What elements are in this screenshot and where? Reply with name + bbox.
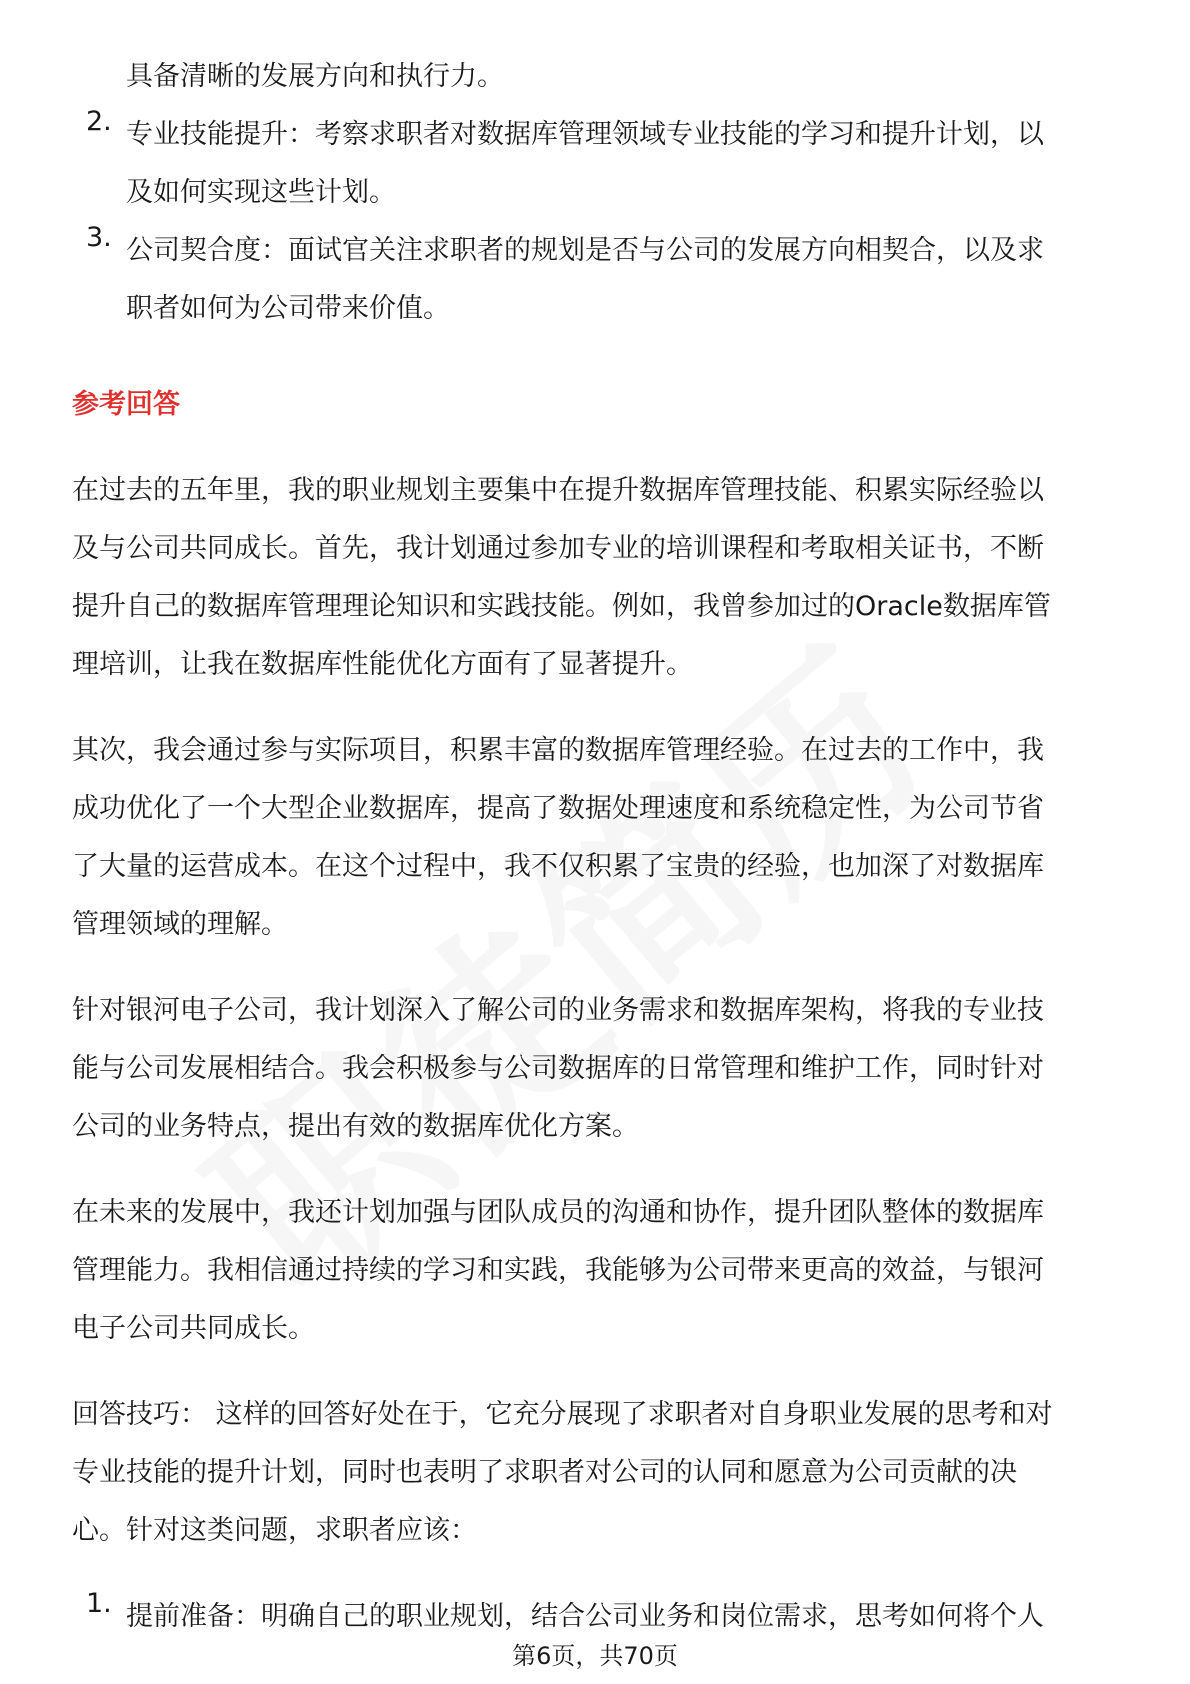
paragraph-line: 专业技能的提升计划，同时也表明了求职者对公司的认同和愿意为公司贡献的决	[72, 1457, 1017, 1488]
paragraph	[72, 462, 1122, 694]
paragraph-line: 理培训，让我在数据库性能优化方面有了显著提升。	[72, 649, 693, 680]
paragraph-line: 管理能力。我相信通过持续的学习和实践，我能够为公司带来更高的效益，与银河	[72, 1255, 1044, 1286]
tips-list	[72, 1560, 1122, 1646]
paragraph-line: 心。针对这类问题，求职者应该：	[72, 1515, 477, 1546]
list-item-line: 职者如何为公司带来价值。	[126, 293, 450, 324]
answer-heading: 参考回答	[72, 389, 180, 420]
list-item-line: 及如何实现这些计划。	[126, 177, 396, 208]
paragraph-line: 公司的业务特点，提出有效的数据库优化方案。	[72, 1111, 639, 1142]
criteria-list	[72, 106, 1122, 338]
paragraph-line: 管理领域的理解。	[72, 909, 288, 940]
answer-body	[72, 434, 1122, 1560]
list-item-line: 专业技能提升：考察求职者对数据库管理领域专业技能的学习和提升计划，以	[126, 119, 1044, 150]
paragraph-line: 回答技巧： 这样的回答好处在于，它充分展现了求职者对自身职业发展的思考和对	[72, 1399, 1053, 1430]
paragraph-line: 针对银河电子公司，我计划深入了解公司的业务需求和数据库架构，将我的专业技	[72, 995, 1044, 1026]
list-item	[72, 222, 1122, 338]
page-number-footer: 第6页，共70页	[512, 1642, 678, 1670]
list-item-line: 提前准备：明确自己的职业规划，结合公司业务和岗位需求，思考如何将个人	[126, 1601, 1044, 1632]
paragraph	[72, 982, 1122, 1156]
paragraph-line: 在过去的五年里，我的职业规划主要集中在提升数据库管理技能、积累实际经验以	[72, 475, 1044, 506]
list-number: 2.	[86, 106, 112, 137]
paragraph-line: 提升自己的数据库管理理论知识和实践技能。例如，我曾参加过的Oracle数据库管	[72, 591, 1051, 622]
paragraph-line: 在未来的发展中，我还计划加强与团队成员的沟通和协作，提升团队整体的数据库	[72, 1197, 1044, 1228]
list-item-continuation: 具备清晰的发展方向和执行力。	[126, 61, 504, 92]
list-number: 3.	[86, 222, 112, 253]
paragraph-line: 了大量的运营成本。在这个过程中，我不仅积累了宝贵的经验，也加深了对数据库	[72, 851, 1044, 882]
paragraph	[72, 1386, 1122, 1560]
list-item	[72, 106, 1122, 222]
list-number: 1.	[86, 1588, 112, 1619]
paragraph-line: 其次，我会通过参与实际项目，积累丰富的数据库管理经验。在过去的工作中，我	[72, 735, 1044, 766]
paragraph-line: 及与公司共同成长。首先，我计划通过参加专业的培训课程和考取相关证书，不断	[72, 533, 1044, 564]
list-item-line: 公司契合度：面试官关注求职者的规划是否与公司的发展方向相契合，以及求	[126, 235, 1044, 266]
paragraph-line: 能与公司发展相结合。我会积极参与公司数据库的日常管理和维护工作，同时针对	[72, 1053, 1044, 1084]
paragraph	[72, 1184, 1122, 1358]
paragraph	[72, 722, 1122, 954]
page-content	[72, 48, 1122, 1646]
paragraph-line: 电子公司共同成长。	[72, 1313, 315, 1344]
paragraph-line: 成功优化了一个大型企业数据库，提高了数据处理速度和系统稳定性，为公司节省	[72, 793, 1044, 824]
